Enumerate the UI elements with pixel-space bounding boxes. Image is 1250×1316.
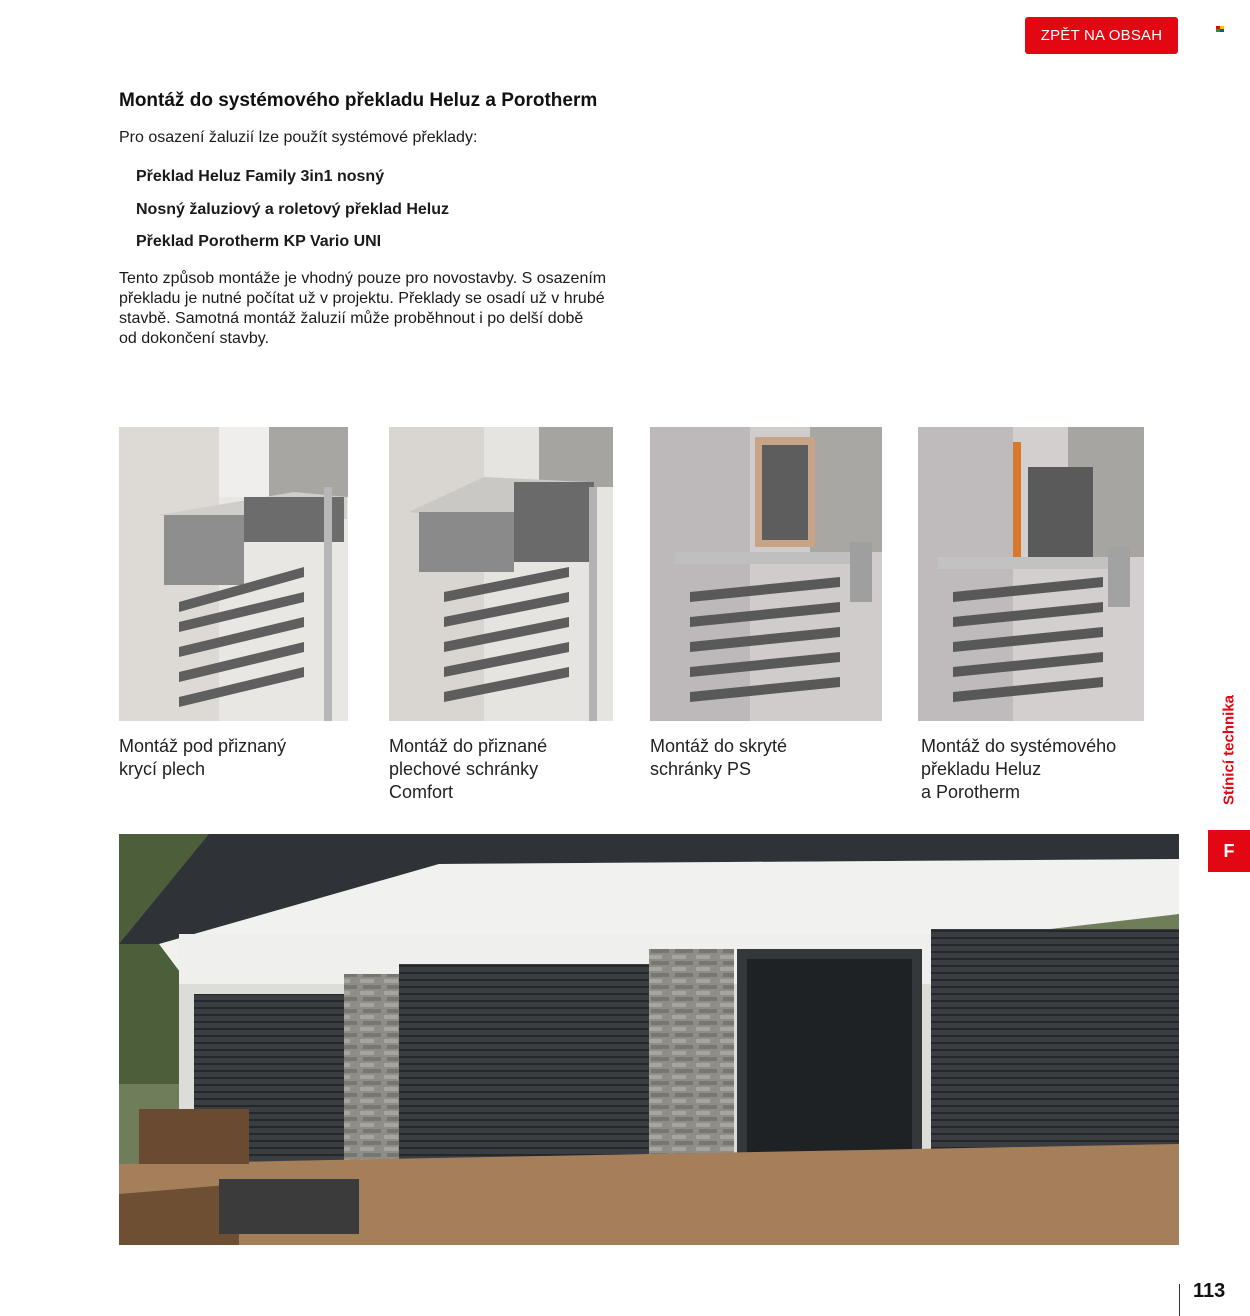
list-item: Nosný žaluziový a roletový překlad Heluz	[136, 200, 449, 218]
figure-covered-sheet-mount	[119, 427, 348, 721]
brand-logo-icon	[1216, 26, 1225, 33]
lintel-list	[136, 166, 449, 264]
house-photo	[119, 834, 1179, 1245]
page-number: 113	[1193, 1280, 1226, 1302]
figure-caption	[921, 735, 1116, 804]
caption-line: Montáž pod přiznaný	[119, 736, 287, 756]
caption-line: krycí plech	[119, 759, 206, 779]
paragraph-line: stavbě. Samotná montáž žaluzií může proběhnout i po delší době	[119, 310, 584, 327]
back-to-contents-button[interactable]: ZPĚT NA OBSAH	[1025, 17, 1178, 54]
list-item: Překlad Heluz Family 3in1 nosný	[136, 168, 385, 185]
page-number-divider	[1179, 1284, 1180, 1316]
caption-line: schránky PS	[650, 759, 752, 779]
figure-caption	[650, 735, 787, 781]
paragraph-line: od dokončení stavby.	[119, 330, 270, 347]
paragraph-line: Tento způsob montáže je vhodný pouze pro novostavby. S osazením	[119, 270, 607, 287]
figure-system-lintel	[918, 427, 1144, 721]
caption-line: Montáž do přiznané	[389, 736, 548, 756]
caption-line: Montáž do systémového	[921, 736, 1117, 756]
section-heading: Montáž do systémového překladu Heluz a Porotherm	[119, 90, 598, 111]
figure-hidden-box-ps	[650, 427, 882, 721]
caption-line: plechové schránky	[389, 759, 539, 779]
paragraph-line: překladu je nutné počítat už v projektu. Překlady se osadí už v hrubé	[119, 290, 605, 307]
caption-line: Comfort	[389, 782, 454, 802]
figure-exposed-box-comfort	[389, 427, 613, 721]
caption-line: překladu Heluz	[921, 759, 1042, 779]
caption-line: Montáž do skryté	[650, 736, 788, 756]
side-tab-letter[interactable]: F	[1208, 830, 1250, 872]
side-tab-label: Stínicí technika	[1220, 694, 1238, 806]
description-paragraph	[119, 269, 649, 349]
caption-line: a Porotherm	[921, 782, 1021, 802]
figure-caption	[119, 735, 286, 781]
intro-text: Pro osazení žaluzií lze použít systémové překlady:	[119, 129, 478, 146]
list-item: Překlad Porotherm KP Vario UNI	[136, 233, 382, 250]
figure-caption	[389, 735, 547, 804]
